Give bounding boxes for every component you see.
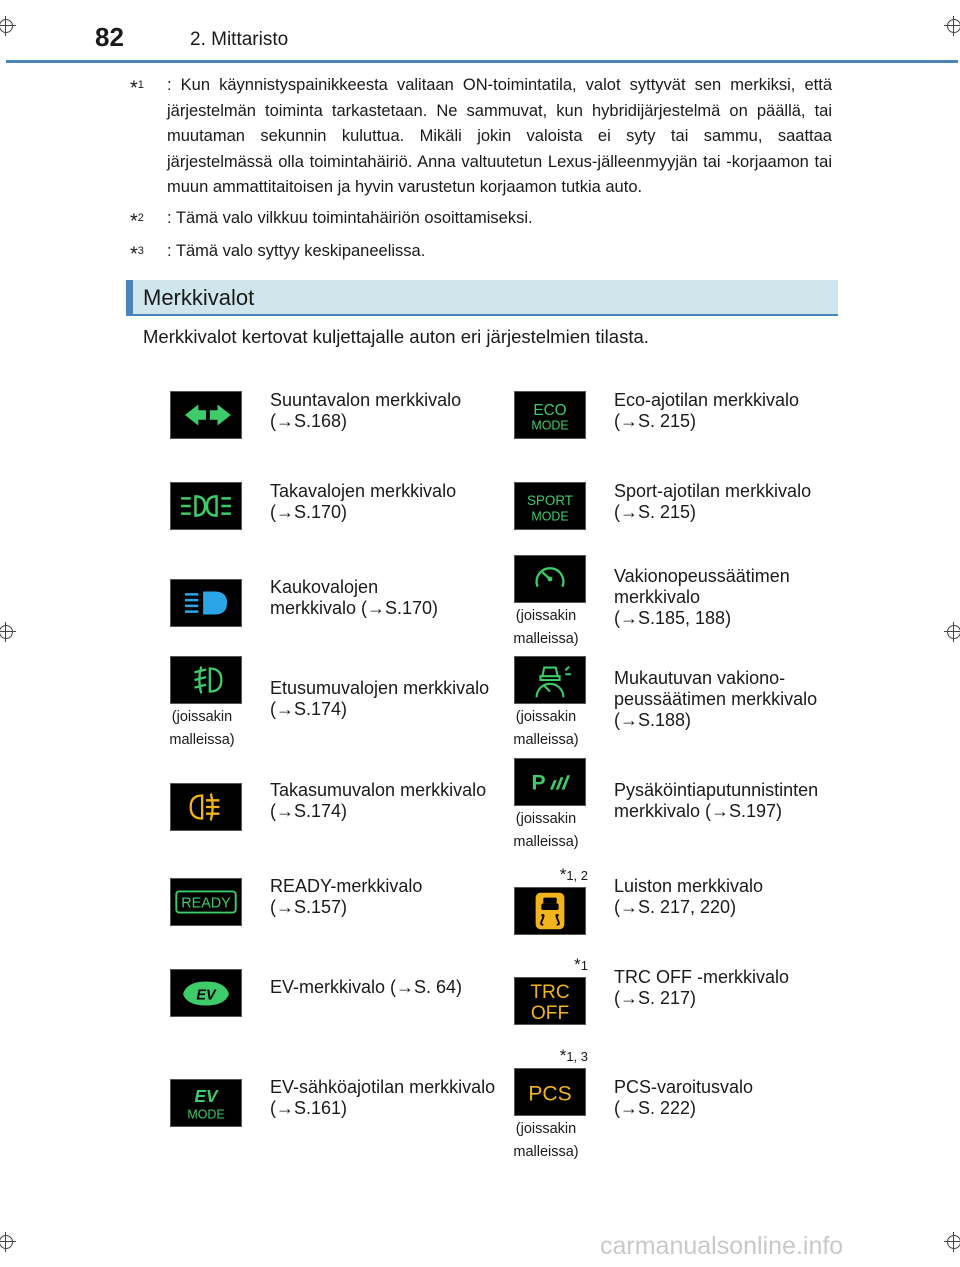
crop-mark <box>944 1232 960 1252</box>
svg-text:OFF: OFF <box>530 1003 570 1024</box>
ev-mode-description: EV-sähköajotilan merkkivalo (→S.161) <box>270 1077 496 1118</box>
pcs-description: PCS-varoitusvalo (→S. 222) <box>614 1077 754 1118</box>
crop-mark <box>944 16 960 36</box>
ev-mode-icon <box>170 1079 242 1127</box>
chapter-title: 2. Mittaristo <box>190 29 289 50</box>
footnote-text: : Kun käynnistyspainikkeesta valitaan ON-toimintatila, valot syttyvät sen merkiksi, että järjestelmän toiminta tarkastetaan. Ne sammuvat, kun hybridijärjestelmä on päällä, tai muutaman sekunnin kuluttua. Mikäli jokin valoista ei syty tai sammu, saattaa järjestelmässä olla toimintahäiriö. Anna valtuutetun Lexus-jälleenmyyjän tai -korjaamon tai muun ammattitaitoisen ja hyvin varustetun korjaamon tutkia auto. <box>167 76 832 196</box>
trc-off-icon <box>514 977 586 1025</box>
svg-text:SPORT: SPORT <box>527 493 573 509</box>
front-fog-icon <box>170 656 242 704</box>
parking-sensor-description: Pysäköintiaputunnistinten merkkivalo (→S.197) <box>614 780 819 821</box>
crop-mark <box>0 1232 16 1252</box>
watermark: carmanualsonline.info <box>600 1232 844 1260</box>
ready-icon <box>170 878 242 926</box>
trc-off-description: TRC OFF -merkkivalo (→S. 217) <box>614 967 789 1008</box>
ev-description: EV-merkkivalo (→S. 64) <box>270 977 463 997</box>
turn-signal-description: Suuntavalon merkkivalo (→S.168) <box>270 390 462 431</box>
section-heading <box>126 280 838 316</box>
svg-text:ECO: ECO <box>533 402 567 419</box>
adaptive-cruise-icon <box>514 656 586 704</box>
svg-text:P: P <box>531 771 546 795</box>
model-note: (joissakin malleissa) <box>513 811 579 850</box>
slip-indicator-icon <box>514 887 586 935</box>
sport-mode-description: Sport-ajotilan merkkivalo (→S. 215) <box>614 481 812 522</box>
svg-text:PCS: PCS <box>528 1082 572 1106</box>
page-number: 82 <box>95 22 124 52</box>
model-note: (joissakin malleissa) <box>513 608 579 647</box>
footnote-reference: *1, 2 <box>559 865 588 884</box>
high-beam-icon <box>170 579 242 627</box>
model-note: (joissakin malleissa) <box>513 709 579 748</box>
crop-mark <box>0 622 16 642</box>
turn-signal-icon <box>170 391 242 439</box>
svg-text:MODE: MODE <box>187 1107 225 1122</box>
slip-indicator-description: Luiston merkkivalo (→S. 217, 220) <box>614 876 764 917</box>
eco-mode-icon <box>514 391 586 439</box>
sport-mode-icon <box>514 482 586 530</box>
footnote-reference: *1 <box>574 955 588 974</box>
svg-text:MODE: MODE <box>531 509 569 524</box>
pcs-icon <box>514 1068 586 1116</box>
front-fog-description: Etusumuvalojen merkkivalo (→S.174) <box>270 678 490 719</box>
eco-mode-description: Eco-ajotilan merkkivalo (→S. 215) <box>614 390 800 431</box>
cruise-control-description: Vakionopeussäätimen merkkivalo (→S.185, 188) <box>614 566 790 628</box>
rear-fog-description: Takasumuvalon merkkivalo (→S.174) <box>270 780 487 821</box>
adaptive-cruise-description: Mukautuvan vakiono- peussäätimen merkkivalo (→S.188) <box>614 668 818 730</box>
svg-text:EV: EV <box>194 1086 218 1107</box>
svg-text:MODE: MODE <box>531 418 569 433</box>
ev-icon <box>170 969 242 1017</box>
ready-description: READY-merkkivalo (→S.157) <box>270 876 423 917</box>
section-intro: Merkkivalot kertovat kuljettajalle auton eri järjestelmien tilasta. <box>143 326 649 347</box>
rear-fog-icon <box>170 783 242 831</box>
crop-mark <box>0 16 16 36</box>
high-beam-description: Kaukovalojen merkkivalo (→S.170) <box>270 577 439 618</box>
footnote-text: : Tämä valo syttyy keskipaneelissa. <box>167 242 426 260</box>
footnote-3: *$^3$ : Tämä valo syttyy keskipaneelissa. <box>130 239 832 265</box>
crop-mark <box>944 622 960 642</box>
svg-text:TRC: TRC <box>530 982 570 1004</box>
svg-text:EV: EV <box>196 987 216 1004</box>
footnote-reference: *1, 3 <box>559 1046 588 1065</box>
footnote-text: : Tämä valo vilkkuu toimintahäiriön osoittamiseksi. <box>167 209 533 227</box>
header-rule <box>6 60 958 63</box>
section-title: Merkkivalot <box>143 285 255 310</box>
svg-text:READY: READY <box>181 895 231 912</box>
tail-lights-icon <box>170 482 242 530</box>
model-note: (joissakin malleissa) <box>513 1121 579 1160</box>
footnote-2: *$^2$ : Tämä valo vilkkuu toimintahäiriön osoittamiseksi. <box>130 206 832 232</box>
model-note: (joissakin malleissa) <box>169 709 235 748</box>
footnote-1: *$^1$ : Kun käynnistyspainikkeesta valitaan ON-toimintatila, valot syttyvät sen merkiksi, että järjestelmän toiminta tarkastetaan. Ne sammuvat, kun hybridijärjestelmä on päällä, tai muutaman sekunnin kuluttua. Mikäli jokin valoista ei syty tai sammu, saattaa järjestelmässä olla toimintahäiriö. Anna valtuutetun Lexus-jälleenmyyjän tai -korjaamon tai muun ammattitaitoisen ja hyvin varustetun korjaamon tutkia auto. <box>130 73 832 201</box>
parking-sensor-icon <box>514 758 586 806</box>
tail-lights-description: Takavalojen merkkivalo (→S.170) <box>270 481 457 522</box>
cruise-control-icon <box>514 555 586 603</box>
